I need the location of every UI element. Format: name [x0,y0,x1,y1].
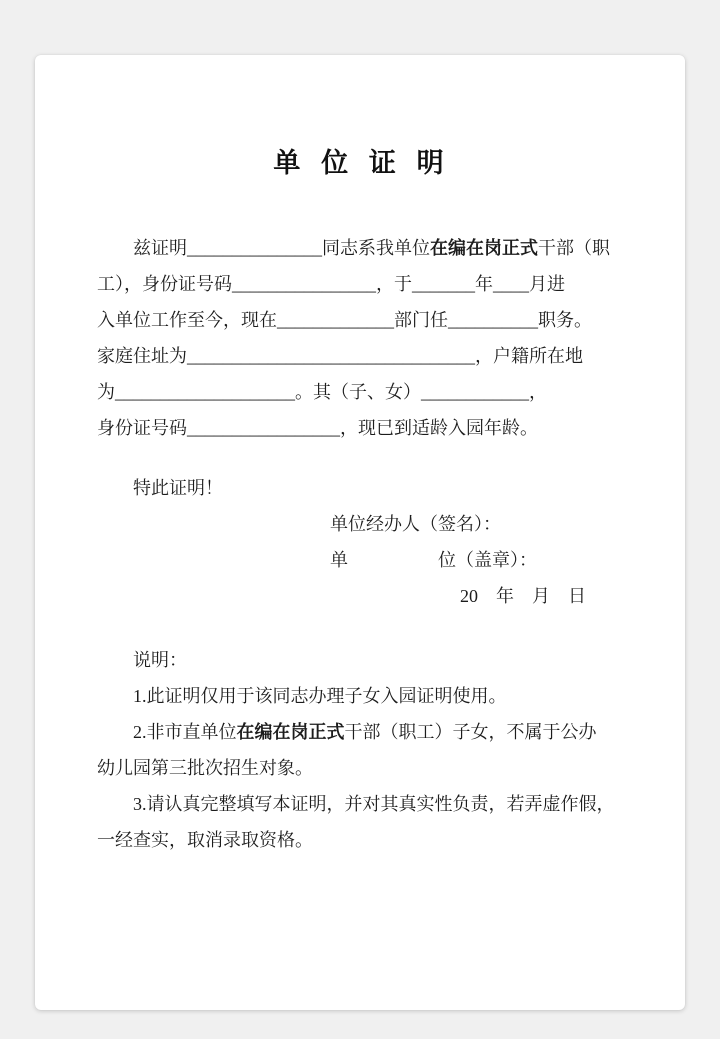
text-segment: 一经查实，取消录取资格。 [97,830,313,850]
text-segment: _________________ [187,418,340,438]
text-segment: _____________ [277,310,394,330]
text-segment: 兹证明 [133,238,187,258]
document-title: 单 位 证 明 [273,148,451,178]
text-segment: ，于 [376,274,412,294]
body-line-2 [97,266,627,302]
note-2-line-2 [97,750,627,786]
text-segment: 在编在岗正式 [430,238,538,258]
body-line-6 [97,410,627,446]
certificate-body [97,230,627,446]
signature-block [97,506,627,614]
text-segment: 月进 [529,274,565,294]
text-segment: 1.此证明仅用于该同志办理子女入园证明使用。 [133,686,507,706]
text-segment: ，户籍所在地 [475,346,583,366]
text-segment: 工），身份证号码 [97,274,232,294]
text-segment: __________ [448,310,538,330]
text-segment: 3.请认真完整填写本证明，并对其真实性负责，若弄虚作假， [133,794,615,814]
body-line-4 [97,338,627,374]
text-segment: 身份证号码 [97,418,187,438]
body-line-5 [97,374,627,410]
text-segment: 同志系我单位 [322,238,430,258]
body-line-3 [97,302,627,338]
date-line: 20 年 月 日 [460,586,586,606]
text-segment: ________________________________ [187,346,475,366]
notes-section [97,642,627,858]
text-segment: 为 [97,382,115,402]
text-segment: _______________ [187,238,322,258]
text-segment: 在编在岗正式 [236,722,345,742]
certificate-page [35,55,685,1010]
note-3-line-2 [97,822,627,858]
text-segment: _______ [412,274,475,294]
note-3-line-1 [97,786,627,822]
note-1 [97,678,627,714]
unit-seal-line: 单 位（盖章）： [330,550,537,570]
text-segment: ____________________ [115,382,295,402]
text-segment: 职务。 [538,310,592,330]
text-segment: ， [529,382,547,402]
handler-signature-line: 单位经办人（签名）： [330,514,501,534]
text-segment: 家庭住址为 [97,346,187,366]
text-segment: ____________ [421,382,529,402]
text-segment: ________________ [232,274,376,294]
text-segment: 部门任 [394,310,448,330]
text-segment: ____ [493,274,529,294]
text-segment: ，现已到适龄入园年龄。 [340,418,538,438]
text-segment: 干部（职 [538,238,610,258]
note-2-line-1 [97,714,627,750]
text-segment: 幼儿园第三批次招生对象。 [97,758,313,778]
text-segment: 干部（职工）子女，不属于公办 [344,722,597,742]
closing-statement: 特此证明！ [133,478,223,498]
body-line-1 [97,230,627,266]
text-segment: 年 [475,274,493,294]
text-segment: 入单位工作至今，现在 [97,310,277,330]
text-segment: 2.非市直单位 [133,722,237,742]
notes-heading: 说明： [133,650,187,670]
text-segment: 。其（子、女） [295,382,421,402]
